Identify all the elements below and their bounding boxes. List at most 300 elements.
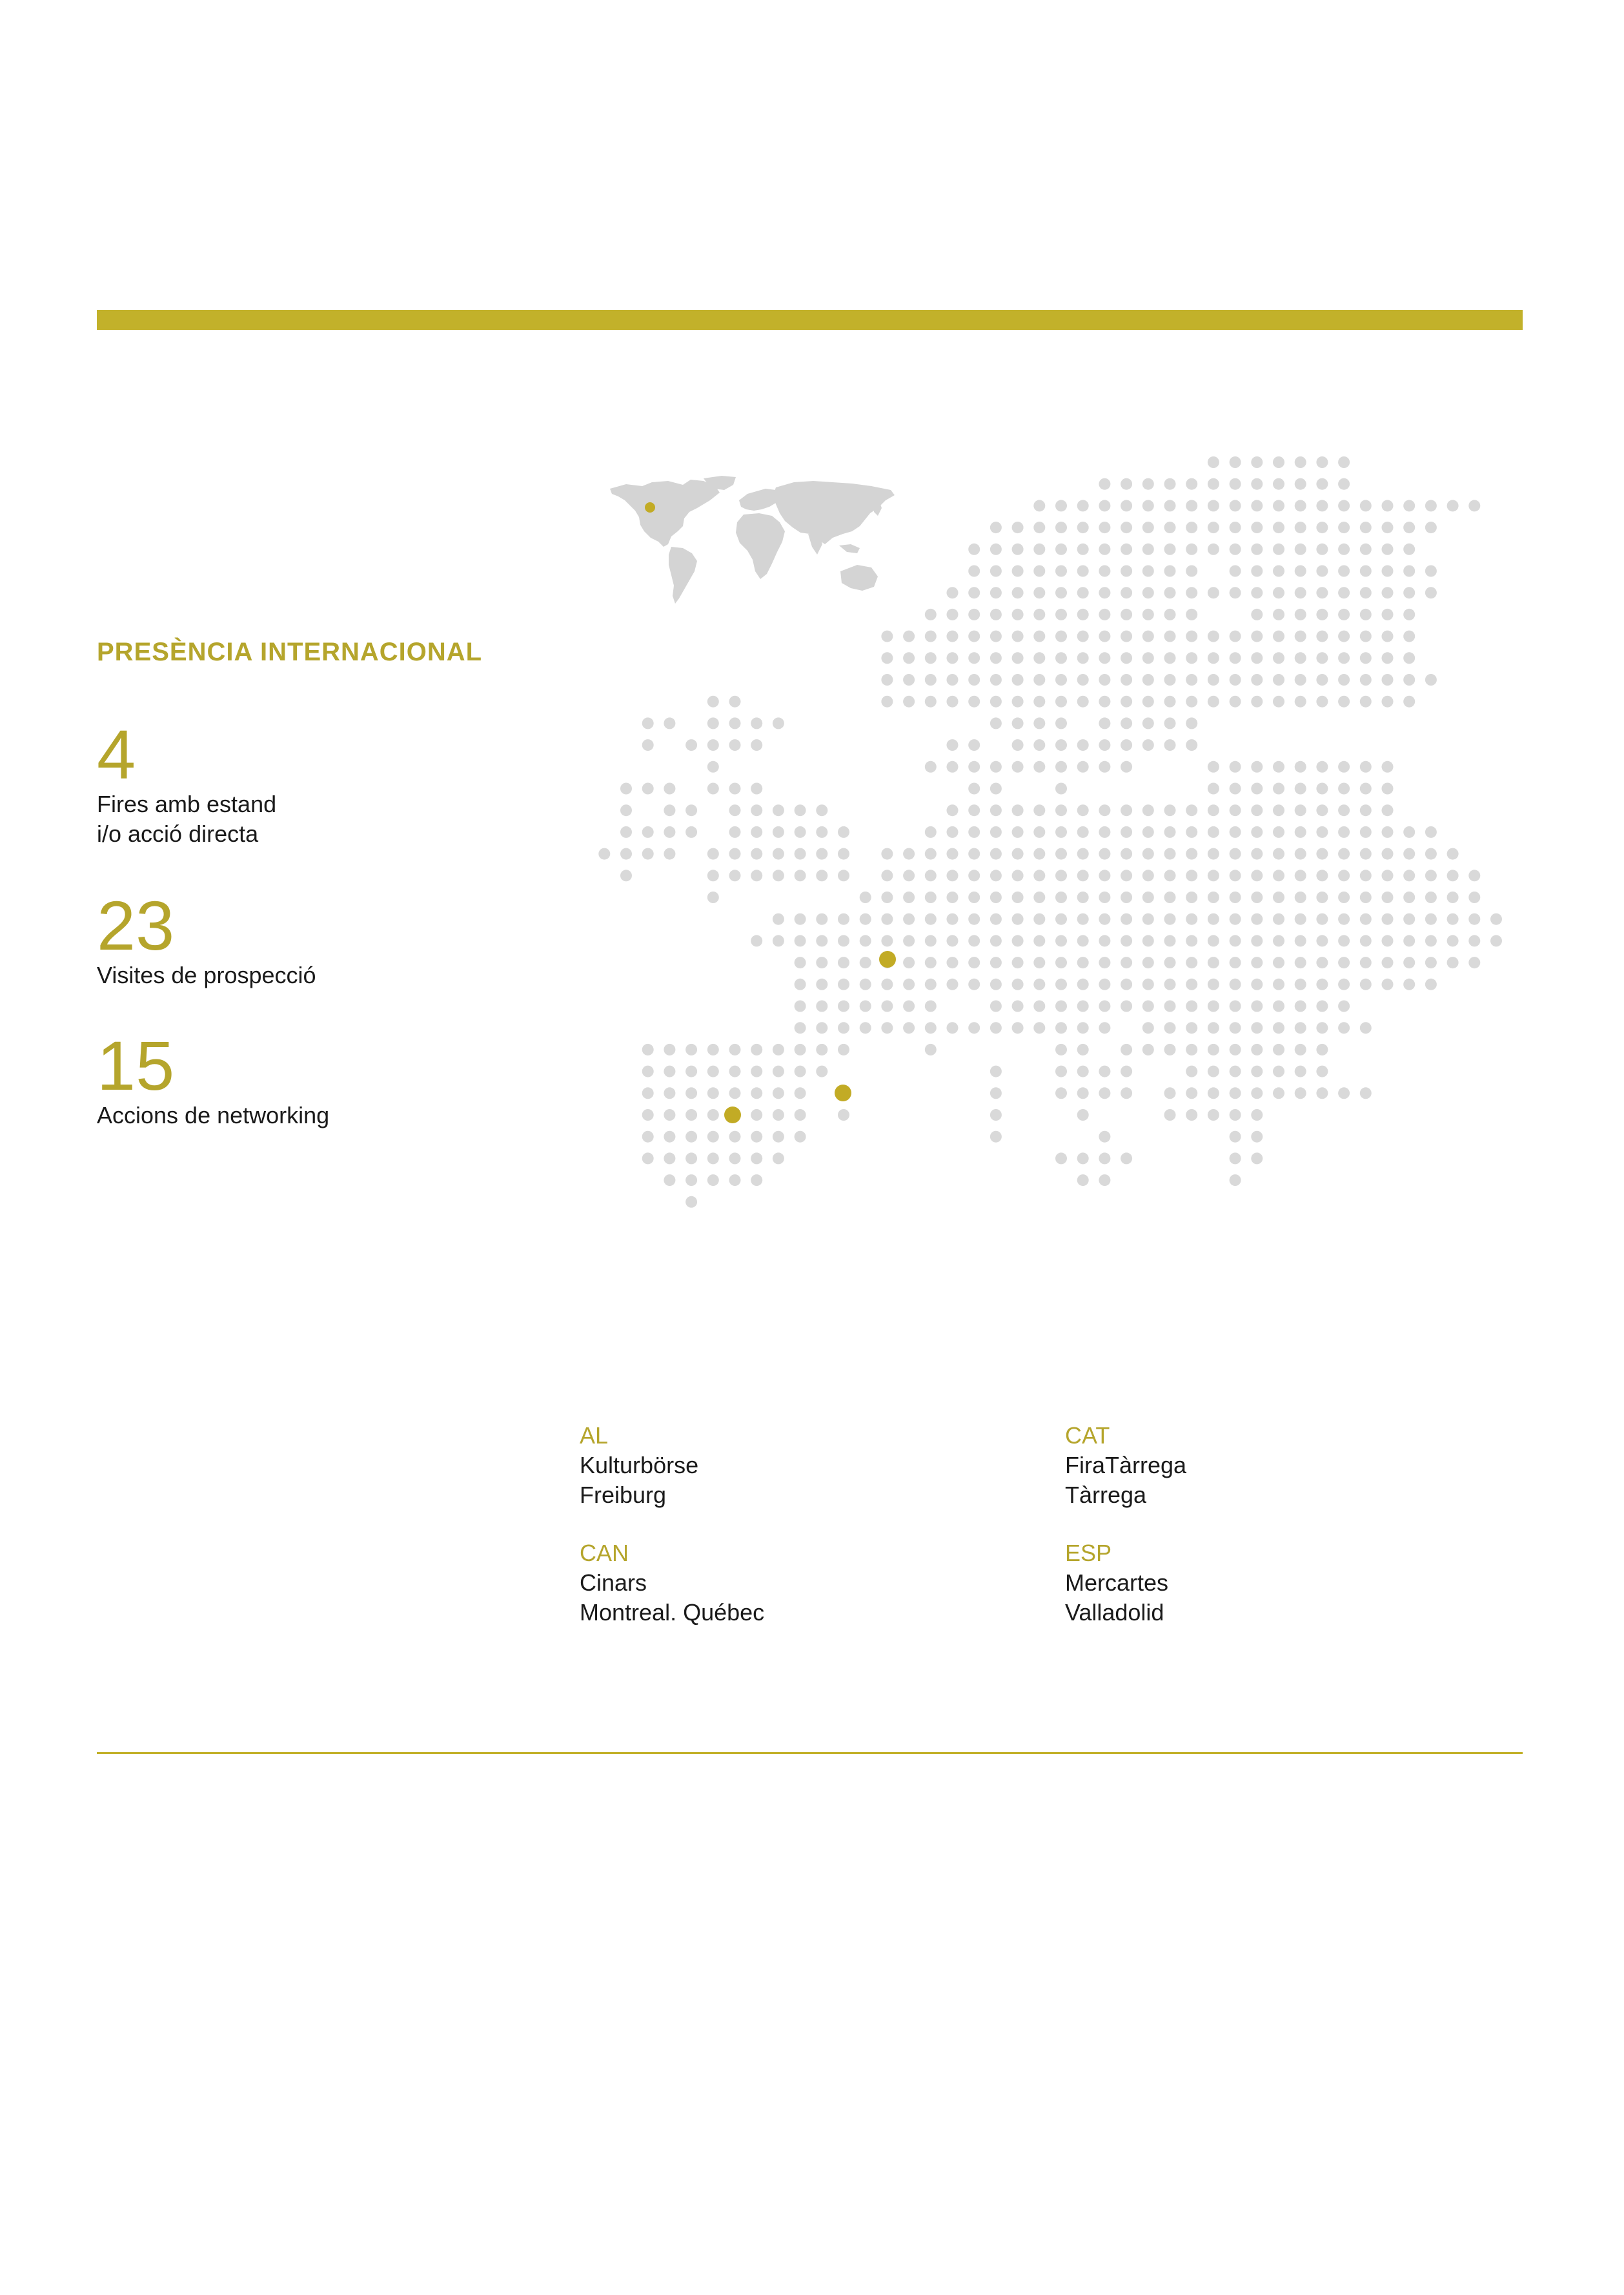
map-dot	[1099, 913, 1110, 925]
map-dot	[1033, 1022, 1045, 1034]
map-dot	[707, 761, 719, 773]
map-dot	[1295, 652, 1306, 664]
map-dot	[1316, 848, 1328, 860]
map-dot	[947, 739, 959, 751]
map-dot	[838, 957, 849, 968]
map-dot	[1251, 979, 1263, 990]
map-dot	[1316, 870, 1328, 881]
stat-number: 23	[97, 886, 175, 964]
map-dot	[1425, 566, 1437, 577]
map-dot	[925, 826, 937, 838]
map-dot	[1012, 913, 1024, 925]
map-dot	[1316, 566, 1328, 577]
map-dot	[1077, 761, 1089, 773]
stat-label: Fires amb estand	[97, 791, 277, 817]
fair-city: Tàrrega	[1065, 1482, 1147, 1508]
map-dot	[1186, 1109, 1197, 1121]
map-dot	[1382, 566, 1394, 577]
map-dot	[1295, 957, 1306, 968]
map-dot	[1208, 957, 1219, 968]
map-dot	[1208, 522, 1219, 533]
map-dot	[1251, 804, 1263, 816]
map-dot	[1164, 1001, 1176, 1012]
map-dot	[881, 913, 893, 925]
map-dot	[1164, 566, 1176, 577]
map-dot	[1055, 544, 1067, 555]
map-dot	[1121, 804, 1132, 816]
map-dot	[1360, 631, 1372, 642]
map-dot	[1208, 544, 1219, 555]
map-dot	[1208, 979, 1219, 990]
map-dot	[925, 1022, 937, 1034]
map-dot	[968, 609, 980, 620]
map-dot	[1033, 717, 1045, 729]
map-dot	[707, 848, 719, 860]
map-dot	[1316, 935, 1328, 946]
map-dot	[1273, 566, 1284, 577]
map-dot	[1012, 870, 1024, 881]
map-dot	[1142, 631, 1154, 642]
map-dot	[1382, 979, 1394, 990]
map-dot	[1251, 1022, 1263, 1034]
map-dot	[1121, 1152, 1132, 1164]
map-dot	[990, 957, 1002, 968]
map-dot	[1164, 935, 1176, 946]
map-dot	[1099, 652, 1110, 664]
map-dot	[1208, 892, 1219, 903]
map-dot	[1208, 935, 1219, 946]
map-dot	[1186, 566, 1197, 577]
map-dot	[1208, 478, 1219, 490]
map-dot	[1055, 1022, 1067, 1034]
map-dot	[1033, 979, 1045, 990]
map-dot	[707, 717, 719, 729]
map-dot	[1077, 739, 1089, 751]
map-dot	[947, 609, 959, 620]
map-dot	[816, 957, 827, 968]
map-dot	[1077, 696, 1089, 708]
map-dot	[838, 848, 849, 860]
map-dot	[1186, 609, 1197, 620]
map-dot	[664, 1152, 675, 1164]
map-dot	[1316, 1001, 1328, 1012]
map-dot	[1077, 826, 1089, 838]
map-dot	[1033, 804, 1045, 816]
map-dot	[1033, 500, 1045, 511]
map-dot	[729, 804, 741, 816]
map-dot	[1099, 1152, 1110, 1164]
map-dot	[1121, 870, 1132, 881]
map-dot	[1230, 631, 1241, 642]
map-dot	[838, 1109, 849, 1121]
map-dot	[1055, 1066, 1067, 1077]
map-dot	[642, 717, 654, 729]
map-dot	[968, 804, 980, 816]
map-dot	[816, 848, 827, 860]
map-dot	[1273, 783, 1284, 795]
map-dot	[968, 739, 980, 751]
map-dot	[925, 892, 937, 903]
map-dot	[1033, 848, 1045, 860]
map-dot	[1360, 500, 1372, 511]
fair-name: Cinars	[580, 1569, 647, 1596]
map-dot	[685, 1152, 697, 1164]
map-dot	[1403, 566, 1415, 577]
map-dot	[1186, 1022, 1197, 1034]
map-dot	[1099, 761, 1110, 773]
map-dot	[1077, 957, 1089, 968]
map-dot	[685, 826, 697, 838]
map-dot	[1251, 826, 1263, 838]
map-dot	[947, 935, 959, 946]
map-dot	[947, 674, 959, 686]
map-dot	[751, 804, 762, 816]
map-dot	[860, 957, 871, 968]
map-dot	[838, 913, 849, 925]
map-dot	[1403, 979, 1415, 990]
map-dot	[990, 717, 1002, 729]
map-dot	[1382, 913, 1394, 925]
map-dot	[1077, 652, 1089, 664]
map-dot	[1382, 696, 1394, 708]
stat-label: Visites de prospecció	[97, 962, 316, 988]
map-dot	[1121, 1066, 1132, 1077]
map-dot	[1142, 674, 1154, 686]
map-dot	[1012, 609, 1024, 620]
map-dot	[664, 1087, 675, 1099]
map-dot	[1338, 478, 1350, 490]
map-dot	[1382, 848, 1394, 860]
map-dot	[1099, 804, 1110, 816]
map-dot	[1142, 609, 1154, 620]
map-dot	[1316, 478, 1328, 490]
map-dot	[1338, 587, 1350, 598]
map-dot	[1295, 478, 1306, 490]
map-dot	[729, 848, 741, 860]
fair-city: Freiburg	[580, 1482, 667, 1508]
map-dot	[1121, 587, 1132, 598]
map-dot	[1186, 892, 1197, 903]
map-dot	[1186, 935, 1197, 946]
map-dot	[1338, 1001, 1350, 1012]
map-dot	[1164, 1022, 1176, 1034]
fair-name: Kulturbörse	[580, 1452, 699, 1478]
map-dot	[1186, 739, 1197, 751]
map-dot	[1055, 804, 1067, 816]
map-dot	[1425, 870, 1437, 881]
map-dot	[1121, 826, 1132, 838]
map-dot	[664, 848, 675, 860]
map-dot	[707, 739, 719, 751]
map-dot	[1273, 456, 1284, 468]
map-dot	[1164, 826, 1176, 838]
map-dot	[1099, 566, 1110, 577]
map-dot	[990, 652, 1002, 664]
map-dot	[1121, 957, 1132, 968]
map-dot	[1186, 544, 1197, 555]
map-dot	[1142, 544, 1154, 555]
map-dot	[1360, 544, 1372, 555]
map-dot	[1077, 804, 1089, 816]
map-dot	[1099, 1066, 1110, 1077]
map-dot	[1338, 957, 1350, 968]
map-dot	[1338, 631, 1350, 642]
map-dot	[968, 652, 980, 664]
map-dot	[1164, 1109, 1176, 1121]
map-dot	[1382, 652, 1394, 664]
map-dot	[642, 1066, 654, 1077]
map-dot	[1316, 892, 1328, 903]
map-dot	[1273, 1001, 1284, 1012]
map-dot	[1077, 1044, 1089, 1056]
map-dot	[1186, 804, 1197, 816]
map-dot	[1164, 631, 1176, 642]
map-dot	[925, 979, 937, 990]
map-dot	[1033, 631, 1045, 642]
map-dot	[1468, 957, 1480, 968]
map-dot	[1012, 566, 1024, 577]
map-dot	[664, 717, 675, 729]
map-dot	[990, 935, 1002, 946]
map-dot	[860, 979, 871, 990]
map-dot	[838, 1001, 849, 1012]
map-dot	[903, 913, 915, 925]
map-dot	[881, 696, 893, 708]
map-dot	[990, 826, 1002, 838]
map-dot	[1055, 696, 1067, 708]
map-dot	[1099, 631, 1110, 642]
map-dot	[1077, 1022, 1089, 1034]
map-dot	[925, 761, 937, 773]
map-dot	[1164, 957, 1176, 968]
map-dot	[1403, 609, 1415, 620]
map-dot	[1273, 935, 1284, 946]
map-dot	[685, 1066, 697, 1077]
map-dot	[1230, 674, 1241, 686]
map-dot	[1273, 1087, 1284, 1099]
map-dot	[1273, 870, 1284, 881]
map-dot	[1099, 500, 1110, 511]
map-dot	[1360, 783, 1372, 795]
map-dot	[1121, 631, 1132, 642]
map-dot	[1142, 935, 1154, 946]
map-dot	[1186, 826, 1197, 838]
map-dot	[1121, 609, 1132, 620]
map-dot	[990, 674, 1002, 686]
map-dot	[685, 804, 697, 816]
map-dot	[1273, 674, 1284, 686]
map-dot	[1230, 913, 1241, 925]
map-dot	[1295, 892, 1306, 903]
map-dot	[1425, 892, 1437, 903]
map-dot	[1403, 826, 1415, 838]
map-dot	[685, 1109, 697, 1121]
map-dot	[1142, 892, 1154, 903]
map-dot	[1338, 566, 1350, 577]
map-dot	[1099, 587, 1110, 598]
map-dot	[1099, 935, 1110, 946]
map-dot	[664, 1066, 675, 1077]
map-dot	[773, 870, 784, 881]
map-dot	[1403, 892, 1415, 903]
map-dot	[816, 1044, 827, 1056]
map-dot	[1230, 652, 1241, 664]
map-dot	[1012, 1001, 1024, 1012]
map-dot	[1099, 478, 1110, 490]
map-dot	[1055, 935, 1067, 946]
map-dot	[795, 826, 806, 838]
map-dot	[1033, 522, 1045, 533]
map-dot	[1251, 1109, 1263, 1121]
map-dot	[773, 1152, 784, 1164]
map-dot	[773, 826, 784, 838]
map-dot	[1251, 609, 1263, 620]
map-dot	[947, 826, 959, 838]
map-dot	[838, 826, 849, 838]
map-dot	[751, 1152, 762, 1164]
map-dot	[816, 1022, 827, 1034]
map-dot	[1251, 500, 1263, 511]
map-dot	[1338, 652, 1350, 664]
fair-al	[580, 1421, 698, 1510]
map-dot	[1338, 870, 1350, 881]
map-dot	[1208, 500, 1219, 511]
map-dot	[990, 783, 1002, 795]
map-dot	[968, 848, 980, 860]
map-dot	[1425, 848, 1437, 860]
map-dot	[1099, 979, 1110, 990]
map-dot	[773, 1087, 784, 1099]
map-dot	[1425, 979, 1437, 990]
map-dot	[1468, 935, 1480, 946]
map-dot	[990, 913, 1002, 925]
map-dot	[990, 870, 1002, 881]
map-dot	[1316, 522, 1328, 533]
map-dot	[925, 652, 937, 664]
map-dot	[1338, 848, 1350, 860]
map-dot	[1447, 935, 1459, 946]
map-dot	[1273, 544, 1284, 555]
map-dot	[1273, 652, 1284, 664]
map-dot	[1077, 1174, 1089, 1186]
map-dot	[1251, 848, 1263, 860]
map-dot	[1382, 957, 1394, 968]
map-dot	[1447, 913, 1459, 925]
map-dot	[881, 979, 893, 990]
map-dot	[1230, 957, 1241, 968]
map-dot	[1012, 652, 1024, 664]
map-dot	[685, 1131, 697, 1143]
map-dot	[664, 1044, 675, 1056]
map-dot	[1208, 1066, 1219, 1077]
map-dot	[968, 587, 980, 598]
map-dot	[1425, 935, 1437, 946]
map-dot	[795, 1001, 806, 1012]
map-dot	[1251, 1152, 1263, 1164]
map-dot	[1295, 761, 1306, 773]
map-dot	[795, 935, 806, 946]
map-dot	[1164, 913, 1176, 925]
map-dot	[751, 870, 762, 881]
map-dot	[1338, 826, 1350, 838]
map-dot	[773, 717, 784, 729]
map-dot	[838, 1044, 849, 1056]
map-dot	[1316, 631, 1328, 642]
map-dot	[795, 957, 806, 968]
map-dot	[1012, 544, 1024, 555]
map-dot	[1230, 1022, 1241, 1034]
map-dot	[903, 631, 915, 642]
map-dot	[816, 935, 827, 946]
map-dot	[1295, 456, 1306, 468]
map-dot	[1121, 892, 1132, 903]
map-dot	[947, 913, 959, 925]
map-dot	[1033, 544, 1045, 555]
map-dot	[1251, 522, 1263, 533]
map-dot	[1338, 783, 1350, 795]
map-dot	[860, 1022, 871, 1034]
map-dot	[1382, 826, 1394, 838]
map-dot	[816, 826, 827, 838]
map-dot	[881, 935, 893, 946]
map-dot	[1208, 587, 1219, 598]
map-dot	[1295, 587, 1306, 598]
map-dot	[1230, 1001, 1241, 1012]
map-dot	[1295, 631, 1306, 642]
map-dot	[1208, 456, 1219, 468]
map-dot	[642, 1109, 654, 1121]
stat-number: 4	[97, 715, 136, 793]
map-dot	[1033, 652, 1045, 664]
map-dot	[990, 979, 1002, 990]
map-dot	[1360, 696, 1372, 708]
map-dot	[968, 631, 980, 642]
map-dot	[1273, 609, 1284, 620]
map-dot	[1077, 1109, 1089, 1121]
map-dot	[1295, 566, 1306, 577]
map-dot	[1403, 957, 1415, 968]
map-dot	[1316, 652, 1328, 664]
map-dot	[1360, 587, 1372, 598]
map-dot	[1099, 544, 1110, 555]
map-dot	[1230, 587, 1241, 598]
map-dot	[1099, 848, 1110, 860]
map-dot	[1208, 848, 1219, 860]
map-dot	[1208, 674, 1219, 686]
map-dot	[1230, 1174, 1241, 1186]
map-dot	[881, 652, 893, 664]
map-dot	[838, 979, 849, 990]
map-dot	[1164, 1044, 1176, 1056]
map-dot	[1230, 935, 1241, 946]
map-dot	[1164, 544, 1176, 555]
map-dot	[1208, 1087, 1219, 1099]
map-dot	[1208, 652, 1219, 664]
map-dot	[1099, 696, 1110, 708]
fair-country-code: AL	[580, 1422, 609, 1449]
map-dot	[1230, 979, 1241, 990]
map-dot	[1099, 826, 1110, 838]
map-dot	[1295, 500, 1306, 511]
map-dot	[1055, 761, 1067, 773]
map-dot	[664, 1109, 675, 1121]
map-dot	[642, 783, 654, 795]
map-dot	[1208, 870, 1219, 881]
map-dot	[1360, 674, 1372, 686]
map-dot	[1295, 848, 1306, 860]
map-dot	[1382, 870, 1394, 881]
map-dot	[642, 1131, 654, 1143]
